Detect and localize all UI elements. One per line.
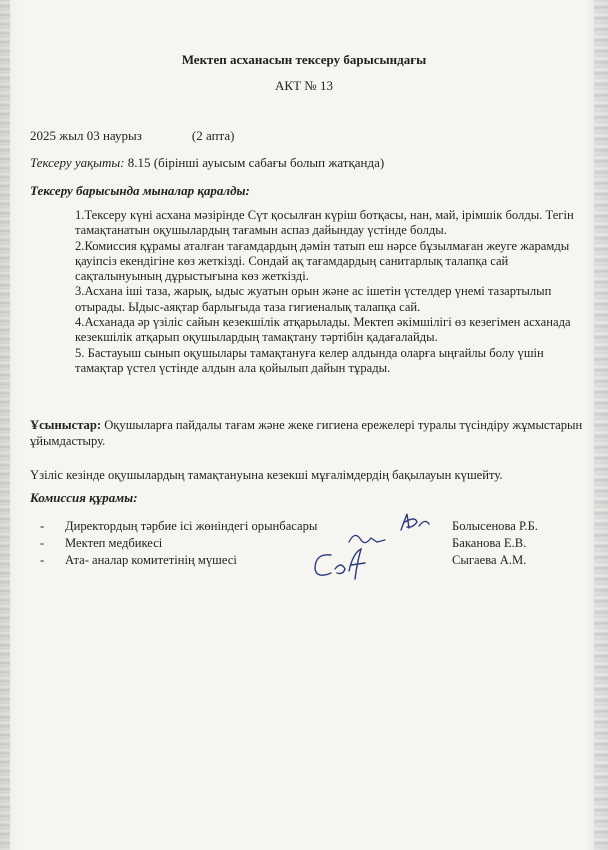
- finding-item: 5. Бастауыш сынып оқушылары тамақтануға келер алдында оларға ыңғайлы болу үшін тамақтар үстел үстінде алдын ала қойылып дайын тұрады.: [75, 345, 544, 375]
- date-line: [30, 128, 234, 144]
- finding-item: 4.Асханада әр үзіліс сайын кезекшілік атқарылады. Мектеп әкімшілігі өз кезегімен асханада кезекшілік атқарып оқушылардың тамақтану тәртібін қадағалайды.: [75, 315, 571, 345]
- signature-3: [305, 545, 375, 585]
- member-dash: -: [40, 519, 45, 533]
- finding-item: 2.Комиссия құрамы аталған тағамдардың дәмін татып еш нәрсе бұзылмаған жеуге жарамды қауіпсіз екендігіне көз жеткізді. Сондай ақ тағамдардың санитарлық талапқа сай сақталынуының дұрыстығына көз жеткізді.: [75, 238, 570, 284]
- inspection-time-value: 8.15 (бірінші ауысым сабағы болып жатқанда): [127, 155, 385, 170]
- member-name: Болысенова Р.Б.: [452, 519, 538, 533]
- scan-edge-right: [594, 0, 608, 850]
- member-role: Ата- аналар комитетінің мүшесі: [65, 553, 237, 567]
- act-date: 2025 жыл 03 наурыз: [30, 128, 142, 143]
- inspection-time-label: Тексеру уақыты:: [30, 155, 125, 170]
- finding-item: 1.Тексеру күні асхана мәзірінде Сүт қосылған күріш ботқасы, нан, май, ірімшік болды. Тегін тамақтанатын оқушылардың тағамын аспаз дайындау үстінде болды.: [75, 208, 574, 238]
- member-role: Мектеп медбикесі: [65, 536, 163, 550]
- suggestion-text: Оқушыларға пайдалы тағам және жеке гигиена ережелері туралы түсіндіру жұмыстарын ұйымдастыру.: [30, 418, 583, 448]
- section-heading: Тексеру барысында мыналар қаралды:: [30, 183, 250, 198]
- break-note: Үзіліс кезінде оқушылардың тамақтануына кезекші мұғалімдердің бақылауын күшейту.: [30, 468, 503, 482]
- suggestion-label: Ұсыныстар:: [30, 418, 102, 432]
- act-week: (2 апта): [191, 128, 235, 143]
- scan-edge-left: [0, 0, 10, 850]
- commission-heading: Комиссия құрамы:: [30, 490, 138, 505]
- member-dash: -: [40, 536, 45, 550]
- commission-member: [40, 519, 580, 536]
- member-name: Сыгаева А.М.: [452, 553, 527, 567]
- signature-1: [395, 508, 435, 538]
- member-name: Баканова Е.В.: [452, 536, 527, 550]
- finding-item: 3.Асхана іші таза, жарық, ыдыс жуатын орын және ас ішетін үстелдер үнемі тазартылып отырады. Ыдыс-аяқтар барлығыда таза гигиеналық талапқа сай.: [75, 284, 552, 314]
- member-dash: -: [40, 553, 45, 567]
- document-title: Мектеп асханасын тексеру барысындағы: [181, 52, 427, 67]
- member-role: Директордың тәрбие ісі жөніндегі орынбасары: [65, 519, 318, 533]
- inspection-time: [30, 155, 384, 171]
- suggestion-block: [30, 417, 585, 449]
- findings-list: [75, 208, 595, 376]
- act-number: АКТ № 13: [275, 78, 333, 93]
